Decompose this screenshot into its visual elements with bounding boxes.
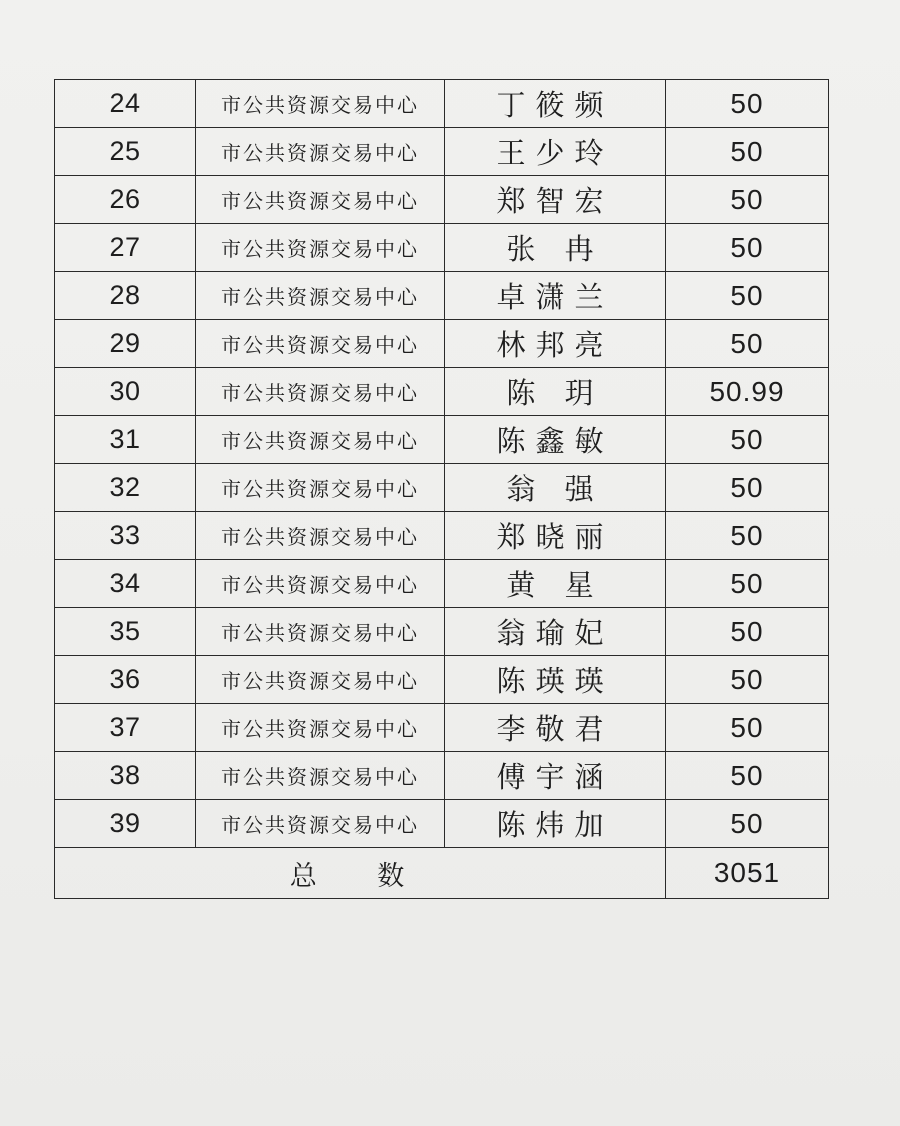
row-amount: 50 [666,416,829,464]
table-row [55,512,829,560]
row-organization: 市公共资源交易中心 [196,512,445,560]
row-amount: 50 [666,80,829,128]
row-name: 卓潇兰 [445,272,666,320]
table-row [55,800,829,848]
row-organization: 市公共资源交易中心 [196,464,445,512]
table-row [55,560,829,608]
row-number: 28 [55,272,196,320]
table-row [55,272,829,320]
row-amount: 50 [666,320,829,368]
row-number: 26 [55,176,196,224]
table-row [55,320,829,368]
total-value: 3051 [666,848,829,899]
row-amount: 50 [666,464,829,512]
table-row [55,80,829,128]
row-number: 39 [55,800,196,848]
row-name: 翁 强 [445,464,666,512]
table-row [55,752,829,800]
row-amount: 50 [666,512,829,560]
row-number: 32 [55,464,196,512]
donation-table [54,79,829,899]
row-name: 李敬君 [445,704,666,752]
total-label: 总 数 [55,848,666,899]
row-name: 丁筱频 [445,80,666,128]
table-row [55,224,829,272]
row-number: 30 [55,368,196,416]
row-amount: 50 [666,560,829,608]
row-organization: 市公共资源交易中心 [196,800,445,848]
row-name: 王少玲 [445,128,666,176]
row-name: 陈炜加 [445,800,666,848]
row-organization: 市公共资源交易中心 [196,320,445,368]
row-organization: 市公共资源交易中心 [196,176,445,224]
row-amount: 50 [666,128,829,176]
row-name: 陈 玥 [445,368,666,416]
row-name: 陈鑫敏 [445,416,666,464]
row-name: 张 冉 [445,224,666,272]
row-organization: 市公共资源交易中心 [196,656,445,704]
row-number: 36 [55,656,196,704]
table-row [55,416,829,464]
table-body [55,80,829,848]
row-number: 31 [55,416,196,464]
table-row [55,608,829,656]
row-name: 黄 星 [445,560,666,608]
row-amount: 50 [666,176,829,224]
row-organization: 市公共资源交易中心 [196,560,445,608]
row-amount: 50 [666,704,829,752]
row-organization: 市公共资源交易中心 [196,704,445,752]
table-row [55,704,829,752]
row-name: 林邦亮 [445,320,666,368]
table-row [55,368,829,416]
row-amount: 50 [666,224,829,272]
row-amount: 50 [666,800,829,848]
row-amount: 50 [666,656,829,704]
row-number: 33 [55,512,196,560]
table-row [55,176,829,224]
row-number: 38 [55,752,196,800]
row-amount: 50 [666,272,829,320]
table-row [55,464,829,512]
row-organization: 市公共资源交易中心 [196,416,445,464]
row-number: 37 [55,704,196,752]
row-organization: 市公共资源交易中心 [196,272,445,320]
row-organization: 市公共资源交易中心 [196,608,445,656]
row-number: 29 [55,320,196,368]
row-number: 27 [55,224,196,272]
row-organization: 市公共资源交易中心 [196,368,445,416]
row-organization: 市公共资源交易中心 [196,224,445,272]
row-amount: 50 [666,752,829,800]
row-number: 24 [55,80,196,128]
row-amount: 50.99 [666,368,829,416]
row-number: 35 [55,608,196,656]
row-amount: 50 [666,608,829,656]
table-row [55,128,829,176]
table-row [55,656,829,704]
row-name: 郑智宏 [445,176,666,224]
row-number: 34 [55,560,196,608]
row-number: 25 [55,128,196,176]
row-name: 翁瑜妃 [445,608,666,656]
row-organization: 市公共资源交易中心 [196,128,445,176]
row-organization: 市公共资源交易中心 [196,752,445,800]
row-name: 郑晓丽 [445,512,666,560]
row-organization: 市公共资源交易中心 [196,80,445,128]
row-name: 陈瑛瑛 [445,656,666,704]
row-name: 傅宇涵 [445,752,666,800]
total-row [55,848,829,899]
